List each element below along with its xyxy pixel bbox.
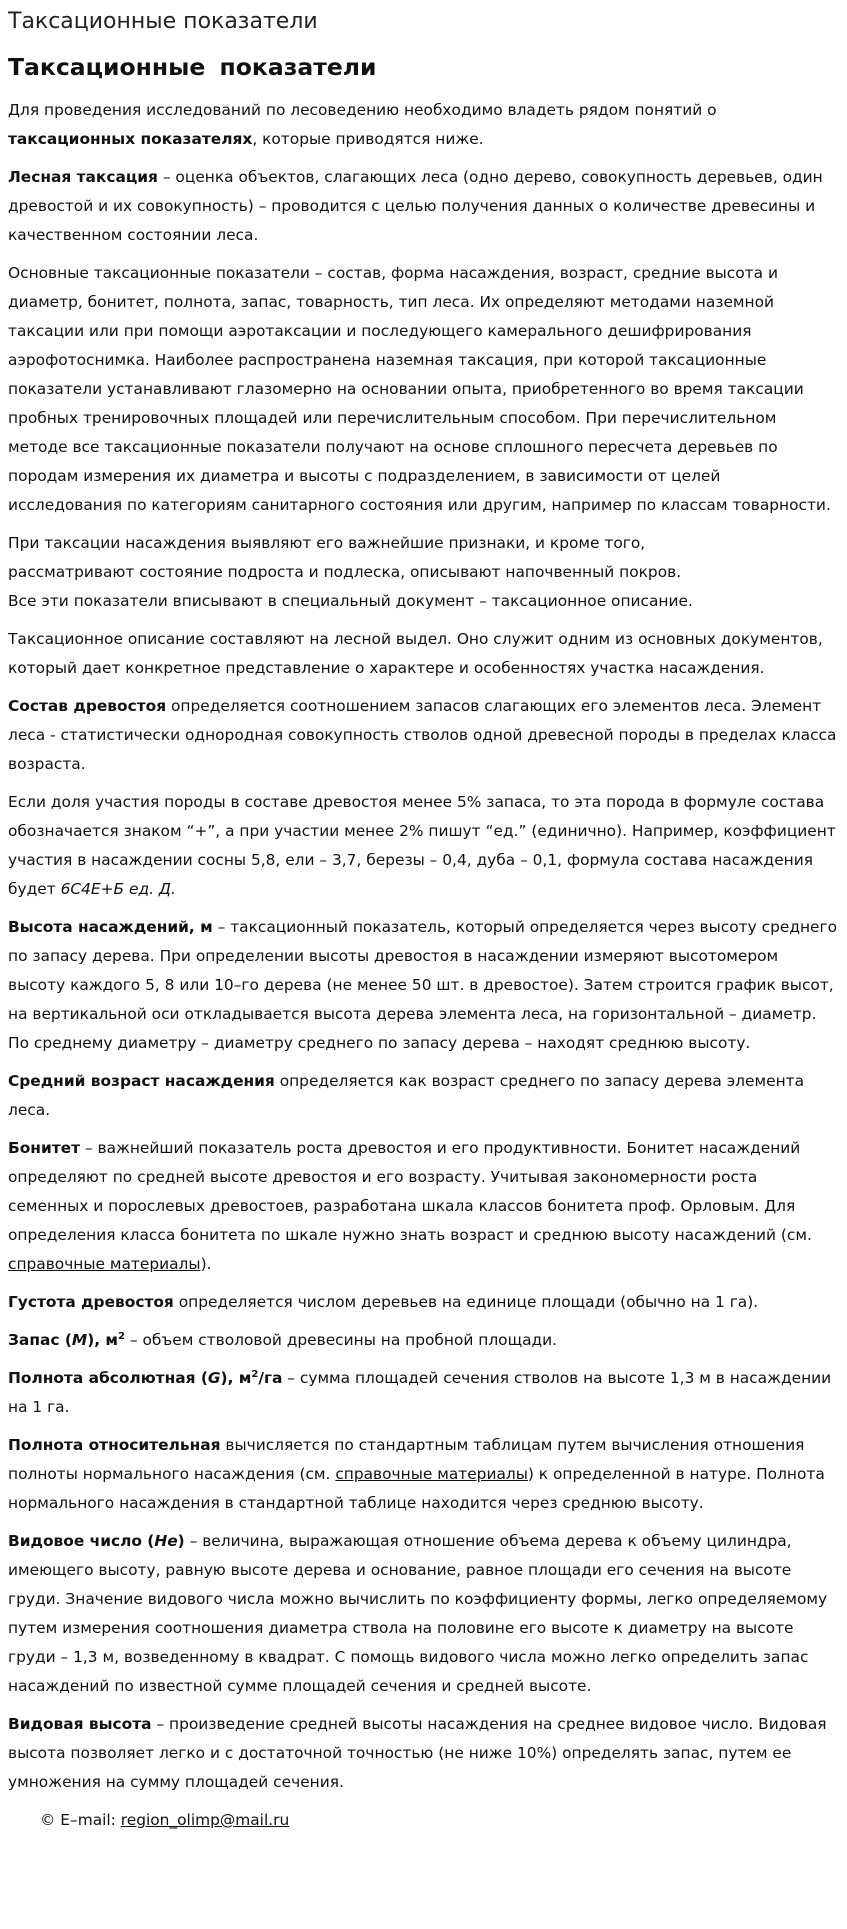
paragraph-polnota-absolyutnaya: [8, 1364, 839, 1422]
pri-taksacii-line-1: При таксации насаждения выявляют его важнейшие признаки, и кроме того,: [8, 534, 646, 552]
term-gustota-drevostoya: Густота древостоя: [8, 1293, 174, 1311]
term-bonitet: Бонитет: [8, 1139, 81, 1157]
paragraph-polnota-otnositelnaya: [8, 1431, 839, 1518]
paragraph-vozrast: [8, 1067, 839, 1125]
document-page: [0, 8, 847, 1835]
term-polnota-symbol: G: [207, 1369, 221, 1387]
definition-text: – величина, выражающая отношение объема дерева к объему цилиндра, имеющего высоту, равную высоте дерева и основание, равное площади его сечения на высоте груди. Значение видового числа можно вычислить по коэффициенту формы, легко определяемому путем измерения соотношения диаметра ствола на половине его высоте к диаметру на высоте груди – 1,3 м, возведенному в квадрат. С помощь видового числа можно легко определить запас насаждений по известной сумме площадей сечения и средней высоте.: [8, 1532, 828, 1695]
definition-text: – важнейший показатель роста древостоя и его продуктивности. Бонитет насаждений определяют по средней высоте древостоя и его возрасту. Учитывая закономерности роста семенных и порослевых древостоев, разработана шкала классов бонитета проф. Орловым. Для определения класса бонитета по шкале нужно знать возраст и среднюю высоту насаждений (см.: [8, 1139, 812, 1244]
term-sredniy-vozrast: Средний возраст насаждения: [8, 1072, 275, 1090]
term-polnota-part-b: ), м: [220, 1369, 252, 1387]
term-vidovoe-part-b: ): [177, 1532, 185, 1550]
term-sostav-drevostoya: Состав древостоя: [8, 697, 167, 715]
window-title: Таксационные показатели: [8, 9, 318, 34]
definition-text: – оценка объектов, слагающих леса (одно дерево, совокупность деревьев, один древостой и их совокупность) – проводится с целью получения данных о количестве древесины и качественном состоянии леса.: [8, 168, 823, 244]
dolya-text: Если доля участия породы в составе древостоя менее 5% запаса, то эта порода в формуле состава обозначается знаком “+”, а при участии менее 2% пишут “ед.” (единично). Например, коэффициент участия в насаждении сосны 5,8, ели – 3,7, березы – 0,4, дуба – 0,1, формула состава насаждения будет: [8, 793, 836, 898]
intro-text: Для проведения исследований по лесоведению необходимо владеть рядом понятий о: [8, 101, 717, 119]
email-link[interactable]: region_olimp@mail.ru: [120, 1811, 290, 1829]
pri-taksacii-line-2: рассматривают состояние подроста и подлеска, описывают напочвенный покров.: [8, 563, 682, 581]
term-vidovoe-chislo: [8, 1532, 185, 1550]
term-vysota-nasazhdeniy: Высота насаждений, м: [8, 918, 213, 936]
term-zapas-part-b: ), м: [87, 1331, 119, 1349]
reference-materials-link[interactable]: справочные материалы: [335, 1465, 528, 1483]
paragraph-lesnaya-taksaciya: [8, 163, 839, 250]
intro-bold-term: таксационных показателях: [8, 130, 253, 148]
definition-text: определяется соотношением запасов слагающих его элементов леса. Элемент леса - статистически однородная совокупность стволов одной древесной породы в пределах класса возраста.: [8, 697, 837, 773]
footer-prefix: © E–mail:: [40, 1811, 121, 1829]
paragraph-vidovaya-vysota: [8, 1710, 839, 1797]
term-polnota-superscript: 2: [251, 1368, 259, 1380]
paragraph-osnovnye: Основные таксационные показатели – состав, форма насаждения, возраст, средние высота и диаметр, бонитет, полнота, запас, товарность, тип леса. Их определяют методами наземной таксации или при помощи аэротаксации и последующего камерального дешифрирования аэрофотоснимка. Наиболее распространена наземная таксация, при которой таксационные показатели устанавливают глазомерно на основании опыта, приобретенного во время таксации пробных тренировочных площадей или перечислительным способом. При перечислительном методе все таксационные показатели получают на основе сплошного пересчета деревьев по породам измерения их диаметра и высоты с подразделением, в зависимости от целей исследования по категориям санитарного состояния или другим, например по классам товарности.: [8, 264, 831, 514]
paragraph-taksacionnoe-opisanie: Таксационное описание составляют на лесной выдел. Оно служит одним из основных документов, который дает конкретное представление о характере и особенностях участка насаждения.: [8, 630, 823, 677]
term-vidovoe-part-a: Видовое число (: [8, 1532, 155, 1550]
paragraph-vidovoe-chislo: [8, 1527, 839, 1701]
term-lesnaya-taksaciya: Лесная таксация: [8, 168, 158, 186]
definition-text: определяется числом деревьев на единице площади (обычно на 1 га).: [173, 1293, 759, 1311]
bonitet-tail: ).: [200, 1255, 212, 1273]
formula-sostava: 6С4Е+Б ед. Д.: [60, 880, 176, 898]
paragraph-dolya-uchastiya: [8, 788, 839, 904]
term-polnota-part-c: /га: [258, 1369, 283, 1387]
definition-text: определяется как возраст среднего по запасу дерева элемента леса.: [8, 1072, 805, 1119]
footer-contact: [8, 1806, 839, 1835]
intro-tail: , которые приводятся ниже.: [252, 130, 484, 148]
definition-text: – таксационный показатель, который определяется через высоту среднего по запасу дерева. При определении высоты древостоя в насаждении измеряют высотомером высоту каждого 5, 8 или 10–го дерева (не менее 50 шт. в древостое). Затем строится график высот, на вертикальной оси откладывается высота дерева элемента леса, на горизонтальной – диаметр. По среднему диаметру – диаметру среднего по запасу дерева – находят среднюю высоту.: [8, 918, 837, 1052]
paragraph-zapas: [8, 1326, 839, 1355]
paragraph-vysota: [8, 913, 839, 1058]
paragraph-gustota: [8, 1288, 839, 1317]
paragraph-bonitet: [8, 1134, 839, 1279]
term-zapas-symbol: М: [71, 1331, 88, 1349]
polnota-tail: ) к определенной в натуре. Полнота нормального насаждения в стандартной таблице находится через среднюю высоту.: [8, 1465, 825, 1512]
intro-paragraph: [8, 96, 839, 154]
reference-materials-link[interactable]: справочные материалы: [8, 1255, 201, 1273]
pri-taksacii-line-3: Все эти показатели вписывают в специальный документ – таксационное описание.: [8, 592, 693, 610]
definition-text: вычисляется по стандартным таблицам путем вычисления отношения полноты нормального насаждения (см.: [8, 1436, 805, 1483]
term-vidovoe-symbol: Не: [154, 1532, 178, 1550]
page-title: Таксационные показатели: [8, 53, 377, 81]
term-vidovaya-vysota: Видовая высота: [8, 1715, 152, 1733]
term-polnota-otnositelnaya: Полнота относительная: [8, 1436, 221, 1454]
term-polnota-absolyutnaya: [8, 1369, 282, 1387]
definition-text: – объем стволовой древесины на пробной площади.: [124, 1331, 558, 1349]
definition-text: – произведение средней высоты насаждения на среднее видовое число. Видовая высота позволяет легко и с достаточной точностью (не ниже 10%) определять запас, путем ее умножения на сумму площадей сечения.: [8, 1715, 827, 1791]
term-zapas-superscript: 2: [118, 1330, 125, 1342]
term-polnota-part-a: Полнота абсолютная (: [8, 1369, 208, 1387]
term-zapas-part-a: Запас (: [8, 1331, 72, 1349]
term-zapas: [8, 1331, 125, 1349]
definition-text: – сумма площадей сечения стволов на высоте 1,3 м в насаждении на 1 га.: [8, 1369, 832, 1416]
paragraph-sostav: [8, 692, 839, 779]
paragraph-pri-taksacii: [8, 529, 839, 616]
